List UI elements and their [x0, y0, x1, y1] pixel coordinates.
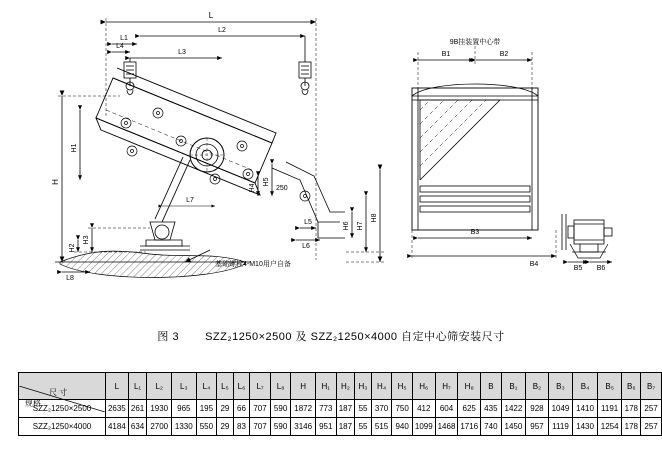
- r1c10: 951: [315, 418, 336, 436]
- svg-text:L5: L5: [304, 219, 312, 226]
- r0c19: 1422: [501, 400, 526, 418]
- r0c25: 257: [641, 400, 662, 418]
- svg-text:H4: H4: [249, 183, 256, 193]
- svg-text:基础螺栓4-M10用户自备: 基础螺栓4-M10用户自备: [215, 261, 291, 268]
- figure-caption-label: 图 3: [157, 331, 180, 343]
- col-head-5: L₅: [217, 373, 234, 400]
- r0c10: 773: [315, 400, 336, 418]
- r0c11: 187: [336, 400, 355, 418]
- col-head-0: L: [106, 373, 129, 400]
- col-head-14: H₅: [392, 373, 413, 400]
- col-head-12: H₃: [355, 373, 372, 400]
- col-head-11: H₂: [336, 373, 355, 400]
- corner-label-bottom: 规格: [25, 399, 41, 408]
- r1c18: 740: [481, 418, 502, 436]
- r0c1: 261: [128, 400, 147, 418]
- svg-text:L6: L6: [302, 243, 310, 250]
- col-head-16: H₇: [435, 373, 458, 400]
- r1c5: 29: [217, 418, 234, 436]
- figure-caption-text: SZZ₂1250×2500 及 SZZ₂1250×4000 自定中心筛安装尺寸: [205, 331, 505, 343]
- col-head-13: H₄: [371, 373, 392, 400]
- svg-text:H6: H6: [343, 221, 350, 231]
- r1c22: 1430: [573, 418, 598, 436]
- r1c13: 515: [371, 418, 392, 436]
- svg-text:H5: H5: [263, 177, 270, 187]
- col-head-22: B₄: [573, 373, 598, 400]
- table-row: [19, 400, 662, 418]
- col-head-8: L₈: [270, 373, 291, 400]
- r1c21: 1119: [548, 418, 573, 436]
- col-head-4: L₄: [196, 373, 217, 400]
- header-corner-cell: [19, 373, 106, 408]
- corner-label-top: 尺 寸: [49, 388, 68, 397]
- r0c14: 750: [392, 400, 413, 418]
- svg-text:B4: B4: [529, 261, 539, 268]
- col-head-2: L₂: [147, 373, 172, 400]
- r0c8: 590: [270, 400, 291, 418]
- r1c15: 1099: [412, 418, 435, 436]
- col-head-10: H₁: [315, 373, 336, 400]
- col-head-6: L₆: [233, 373, 250, 400]
- r0c0: 2635: [106, 400, 129, 418]
- svg-text:B5: B5: [573, 265, 583, 272]
- r0c17: 625: [458, 400, 481, 418]
- r1c0: 4184: [106, 418, 129, 436]
- col-head-15: H₆: [412, 373, 435, 400]
- r1c23: 1254: [597, 418, 622, 436]
- dimensions-table-head: [19, 373, 662, 408]
- r0c24: 178: [622, 400, 641, 418]
- r1c1: 634: [128, 418, 147, 436]
- r1c7: 707: [250, 418, 271, 436]
- r0c13: 370: [371, 400, 392, 418]
- r0c6: 66: [233, 400, 250, 418]
- svg-text:L8: L8: [66, 275, 74, 282]
- row-model-0: SZZ₂1250×2500: [19, 400, 106, 418]
- dimensions-table-body: [19, 400, 662, 436]
- r1c20: 957: [526, 418, 548, 436]
- col-head-25: B₇: [641, 373, 662, 400]
- r0c3: 965: [172, 400, 197, 418]
- col-head-3: L₃: [172, 373, 197, 400]
- table-header-row: [19, 373, 662, 400]
- svg-text:H: H: [51, 179, 60, 185]
- svg-text:H8: H8: [371, 213, 378, 223]
- r0c23: 1191: [597, 400, 622, 418]
- r1c4: 550: [196, 418, 217, 436]
- r0c15: 412: [412, 400, 435, 418]
- r0c2: 1930: [147, 400, 172, 418]
- table-row: [19, 418, 662, 436]
- r1c2: 2700: [147, 418, 172, 436]
- col-head-20: B₂: [526, 373, 548, 400]
- svg-text:H7: H7: [357, 221, 364, 231]
- r1c17: 1716: [458, 418, 481, 436]
- svg-text:H3: H3: [83, 235, 90, 245]
- svg-text:H2: H2: [69, 243, 76, 253]
- r1c6: 83: [233, 418, 250, 436]
- r0c5: 29: [217, 400, 234, 418]
- col-head-23: B₅: [597, 373, 622, 400]
- row-model-1: SZZ₂1250×4000: [19, 418, 106, 436]
- svg-text:B6: B6: [596, 265, 606, 272]
- figure-caption: [0, 328, 662, 344]
- r1c16: 1468: [435, 418, 458, 436]
- r1c25: 257: [641, 418, 662, 436]
- svg-text:L7: L7: [186, 197, 194, 204]
- r1c24: 178: [622, 418, 641, 436]
- svg-text:250: 250: [276, 185, 288, 192]
- r0c16: 604: [435, 400, 458, 418]
- col-head-9: H: [291, 373, 316, 400]
- r1c9: 3146: [291, 418, 316, 436]
- col-head-19: B₁: [501, 373, 526, 400]
- r1c8: 590: [270, 418, 291, 436]
- r1c12: 55: [355, 418, 372, 436]
- r0c20: 928: [526, 400, 548, 418]
- col-head-21: B₃: [548, 373, 573, 400]
- svg-text:L1: L1: [120, 35, 128, 42]
- col-head-1: L₁: [128, 373, 147, 400]
- r0c12: 55: [355, 400, 372, 418]
- r0c7: 707: [250, 400, 271, 418]
- r0c18: 435: [481, 400, 502, 418]
- svg-text:L3: L3: [178, 49, 186, 56]
- svg-text:B1: B1: [441, 51, 451, 58]
- r1c14: 940: [392, 418, 413, 436]
- r0c9: 1872: [291, 400, 316, 418]
- col-head-17: H₈: [458, 373, 481, 400]
- svg-text:B2: B2: [499, 51, 509, 58]
- r0c21: 1049: [548, 400, 573, 418]
- svg-text:B3: B3: [470, 229, 480, 236]
- svg-text:H1: H1: [71, 143, 78, 153]
- r1c19: 1450: [501, 418, 526, 436]
- r0c4: 195: [196, 400, 217, 418]
- svg-text:L: L: [208, 11, 214, 20]
- col-head-18: B: [481, 373, 502, 400]
- svg-text:L2: L2: [218, 27, 226, 34]
- col-head-24: B₆: [622, 373, 641, 400]
- dimensions-table: [18, 372, 662, 436]
- svg-text:L4: L4: [116, 43, 124, 50]
- svg-text:9B挂装置中心带: 9B挂装置中心带: [449, 39, 501, 46]
- r1c3: 1330: [172, 418, 197, 436]
- r1c11: 187: [336, 418, 355, 436]
- col-head-7: L₇: [250, 373, 271, 400]
- r0c22: 1410: [573, 400, 598, 418]
